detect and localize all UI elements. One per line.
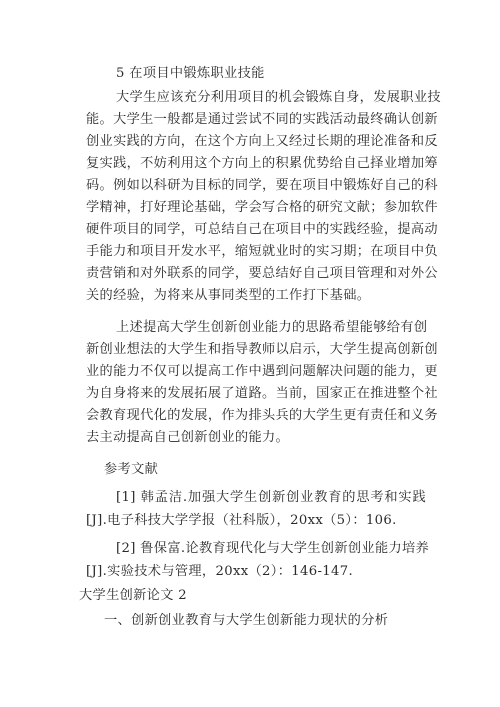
paragraph-line: 能。大学生一般都是通过尝试不同的实践活动最终确认创新 — [86, 112, 438, 127]
paragraph-line: 大学生应该充分利用项目的机会锻炼自身，发展职业技 — [116, 90, 441, 105]
next-article-title: 大学生创新论文 2 — [79, 588, 188, 603]
paragraph-line: 新创业想法的大学生和指导教师以启示，大学生提高创新创 — [86, 342, 438, 357]
reference-line: [J].实验技术与管理，20xx（2）：146-147. — [86, 564, 354, 579]
next-article-subheading: 一、创新创业教育与大学生创新能力现状的分析 — [104, 613, 389, 628]
paragraph-line: 学精神，打好理论基础，学会写合格的研究文献；参加软件 — [86, 200, 438, 215]
paragraph-line: 关的经验，为将来从事同类型的工作打下基础。 — [86, 288, 371, 303]
paragraph-line: 硬件项目的同学，可总结自己在项目中的实践经验，提高动 — [86, 222, 438, 237]
paragraph-line: 责营销和对外联系的同学，要总结好自己项目管理和对外公 — [86, 266, 438, 281]
paragraph-line: 业的能力不仅可以提高工作中遇到问题解决问题的能力，更 — [86, 364, 438, 379]
paragraph-line: 复实践，不妨利用这个方向上的积累优势给自己择业增加筹 — [86, 156, 438, 171]
paragraph-line: 码。例如以科研为目标的同学，要在项目中锻炼好自己的科 — [86, 178, 438, 193]
paragraph-line: 手能力和项目开发水平，缩短就业时的实习期；在项目中负 — [86, 244, 438, 259]
paragraph-line: 上述提高大学生创新创业能力的思路希望能够给有创 — [116, 320, 428, 335]
paragraph-line: 去主动提高自己创新创业的能力。 — [86, 430, 290, 445]
section-heading: 5 在项目中锻炼职业技能 — [116, 66, 265, 81]
reference-line: [2] 鲁保富.论教育现代化与大学生创新创业能力培养 — [116, 541, 430, 556]
reference-line: [J].电子科技大学学报（社科版），20xx（5）：106. — [86, 513, 397, 528]
paragraph-line: 会教育现代化的发展，作为排头兵的大学生更有责任和义务 — [86, 408, 438, 423]
references-title: 参考文献 — [104, 462, 159, 477]
paragraph-line: 创业实践的方向，在这个方向上又经过长期的理论准备和反 — [86, 134, 438, 149]
paragraph-line: 为自身将来的发展拓展了道路。当前，国家正在推进整个社 — [86, 386, 438, 401]
reference-line: [1] 韩孟洁.加强大学生创新创业教育的思考和实践 — [116, 490, 426, 505]
